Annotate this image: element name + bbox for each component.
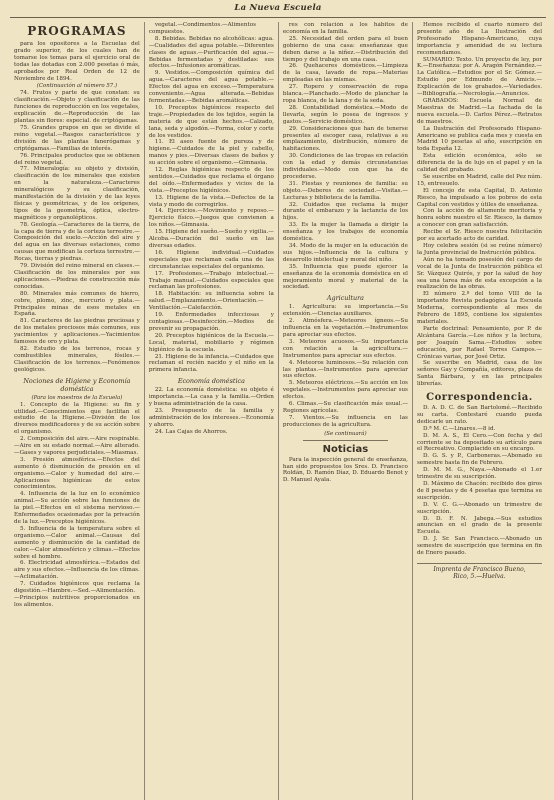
- hygiene-2: 2. Composición del aire.—Aire respirable.—Aire en su estado normal.—Aire alterado.—Gases y vapores perjudiciales.—Miasmas.: [14, 436, 140, 456]
- hygiene-18: 18. Habitación: su influencia sobre la salud.—Emplazamiento.—Orientación.—Ventilación.—Calefacción.: [148, 291, 274, 312]
- imprint-line-2: Rico, 5.—Huelva.: [453, 572, 506, 580]
- hygiene-section-title: Nociones de Higiene y Economía doméstica: [23, 376, 131, 393]
- notice-text: Para la inspección general de enseñanza, han sido propuestos los Sres. D. Francisco Roldán, D. Ramón Díaz, D. Eduardo Benot y D. Manuel Ayala.: [282, 456, 408, 484]
- running-head: La Nueva Escuela: [10, 2, 546, 18]
- hygiene-section-sub: (Para los maestros de la Escuela): [31, 394, 123, 401]
- hygiene-1: 1. Concepto de la Higiene: su fin y utilidad.—Conocimientos que facilitan el estudio de la Higiene.—División de los diversos modificadores y de su acción sobre el organismo.: [14, 401, 140, 436]
- news-action: Con la acción de altamente meritoria y honra sobre nuestro el Sr. Riesco, la damos a conocer con gran satisfacción.: [416, 208, 542, 229]
- notices-title: Noticias: [322, 443, 369, 455]
- correspondence-title: Correspondencia.: [426, 392, 533, 404]
- news-price: La Ilustración del Profesorado Hispano-Americano se publica cada mes y cuesta en Madrid 10 pesetas al año, suscripción en toda España 12.: [416, 125, 542, 153]
- economy-30: 30. Condiciones de las tropas en relación con la edad y demás circunstancias individuales.—Modo con que ha de procederse.: [282, 153, 408, 180]
- paragraph-78: 78. Geología.—Caracteres de la tierra, de la capa de tierra y de la corteza terrestre.—Composición del suelo.—Acción del aire y del agua en las diversas estaciones, como causas que modifican la corteza terrestre.—Rocas, tierras y piedras.: [14, 221, 140, 263]
- programs-title: PROGRAMAS: [27, 24, 127, 38]
- hygiene-8: 8. Bebidas. Bebidas no alcohólicas: agua.—Cualidades del agua potable.—Diferentes clases de aguas.—Purificación del agua.—Bebidas fermentadas y destiladas: sus efectos.—Infusiones aromáticas.: [148, 35, 274, 70]
- economy-34: 34. Modo de la mujer en la educación de sus hijos.—Influencia de la cultura y desarrollo intelectual y moral del niño.: [282, 243, 408, 263]
- paragraph-81: 81. Caracteres de las piedras preciosas y de los metales preciosos más comunes, sus yacimientos y aplicaciones.—Yacimientos famosos de oro y plata.: [14, 318, 140, 346]
- section-divider: [303, 440, 388, 441]
- imprint-line-1: Imprenta de Francisco Bueno,: [433, 565, 526, 573]
- hygiene-3: 3. Presión atmosférica.—Efectos del aumento ó disminución de presión en el organismo.—Calor y humedad del aire.—Aplicaciones higiénicas de estos conocimientos.: [14, 456, 140, 491]
- continued-note: (Continuación al número 57.): [36, 83, 118, 90]
- news-magazine-summary: Parte doctrinal: Pensamiento, por P. de Alcántara García.—Los niños y la lectura, por Joaquín Sama.—Estudios sobre educación, por Rafael Torres Campos.—Crónicas varias, por José Ortiz.: [416, 325, 542, 360]
- news-magazine-subscribe: Se suscribe en Madrid, casa de los señores Gay y Compañía, editores, plaza de Santa Bárbara, y en las principales librerías.: [416, 360, 542, 388]
- hygiene-20: 20. Preceptos higiénicos de la Escuela.—Local, material, mobiliario y régimen higiénico de la escuela.: [148, 332, 274, 353]
- agriculture-1: 1. Agricultura: su importancia.—Su extensión.—Ciencias auxiliares.: [282, 304, 408, 318]
- hygiene-15: 15. Higiene del sueño.—Sueño y vigilia.—Alcoba.—Duración del sueño en las diversas edades.: [148, 229, 274, 249]
- imprint: [417, 563, 542, 580]
- news-congrats: Recibe el Sr. Riesco nuestra felicitación por su acertado acto de caridad.: [416, 229, 542, 243]
- economy-27: 27. Ropero y conservación de ropa blanca.—Planchado.—Modo de planchar la ropa blanca, de la lana y de la seda.: [282, 84, 408, 104]
- news-junta: Hoy celebra sesión (si se reúne número) la Junta provincial de Instrucción pública.: [416, 243, 542, 256]
- hygiene-14: 14. Ejercicios.—Movimiento y reposo.—Ejercicio físico.—Juegos que convienen a los niños.—Gimnasia.: [148, 208, 274, 229]
- correspondence-6: D. Máximo de Chacón: recibido dos giros de 8 pesetas y de 4 pesetas que termina su suscripción.: [416, 481, 542, 501]
- economy-31: 31. Fiestas y reuniones de familia: su objeto.—Deberes de sociedad.—Visitas.—Lecturas y biblioteca de la familia.: [282, 180, 408, 201]
- domestic-economy-title: Economía doméstica: [177, 377, 245, 386]
- paragraph-75: 75. Grandes grupos en que se divide el reino vegetal.—Rasgos característicos y división de las plantas fanerógamas y criptógamas.—Familias de interés.: [14, 124, 140, 152]
- columns: [10, 22, 546, 800]
- news-vocal: Aún no ha tomado posesión del cargo de vocal de la Junta de Instrucción pública el Sr. Vázquez Quirós, y por la salud de hoy sea una tarea más de esta excepción a la realización de las obras.: [416, 256, 542, 291]
- agriculture-3: 3. Meteoros acuosos.—Su importancia con relación a la agricultura.—Instrumentos para apreciar sus efectos.: [282, 338, 408, 359]
- news-council: El concejo de esta Capital, D. Antonio Riesco, ha impulsado a los pobres de esta Capital con vestidos y útiles de enseñanza.: [416, 187, 542, 208]
- economy-32: 32. Cuidados que reclama la mujer durante el embarazo y la lactancia de los hijos.: [282, 201, 408, 222]
- paragraph-79: 79. División del reino mineral en clases.—Clasificación de los minerales por sus aplicaciones.—Piedras de construcción más conocidas.: [14, 263, 140, 290]
- to-be-continued: (Se continuará): [324, 430, 367, 437]
- economy-cont: res con relación a los hábitos de economía en la familia.: [282, 22, 408, 35]
- economy-35: 35. Influencia que puede ejercer la enseñanza de la economía doméstica en el mejoramiento moral y material de la sociedad.: [282, 263, 408, 291]
- paragraph-77: 77. Mineralogía: su objeto y división, clasificación de los minerales que existen en la naturaleza.—Caracteres mineralógicos y su clasificación, manifestación de la división y de las leyes físicas y geométricas, y de los orígenes, tipos de la geometría, óptica, electro-magnéticos y organolépticos.: [14, 166, 140, 221]
- paragraph-76: 76. Principales productos que se obtienen del reino vegetal.: [14, 152, 140, 166]
- column-3: [278, 22, 412, 800]
- paragraph-80: 80. Minerales más comunes de hierro, cobre, plomo, zinc, mercurio y plata.—Principales minas de esos metales en España.: [14, 290, 140, 318]
- agriculture-7: 7. Vientos.—Su influencia en las producciones de la agricultura.: [282, 414, 408, 428]
- hygiene-21: 21. Higiene de la infancia.—Cuidados que reclaman el recién nacido y el niño en la primera infancia.: [148, 353, 274, 374]
- news-summary: SUMARIO: Texto. Un proyecto de ley, por K.—Enseñanza: por A. Aragón Fernández.—La Católica.—Estudios por el Sr. Gómez.—Estudio por Edmundo de Amicis.—Explicación de los grabados.—Variedades.—Bibliografía.—Necrología.—Anuncios.: [416, 56, 542, 98]
- hygiene-9: 9. Vestidos.—Composición química del agua.—Caracteres del agua potable.—Efectos del agua en exceso.—Temperatura conveniente.—Agua alterada.—Bebidas fermentadas.—Bebidas aromáticas.: [148, 70, 274, 104]
- news-edition: Esta edición económica, sólo se diferencia de la de lujo en el papel y en la calidad del grabado.: [416, 153, 542, 174]
- economy-26: 26. Quehaceres domésticos.—Limpieza de la casa, lavado de ropa.—Materias empleadas en las mismas.: [282, 63, 408, 84]
- hygiene-5: 5. Influencia de la temperatura sobre el organismo.—Calor animal.—Causas del aumento y disminución de la cantidad de calor.—Calor atmosférico y climas.—Efectos sobre el hombre.: [14, 525, 140, 560]
- hygiene-13: 13. Higiene de la vista.—Defectos de la vista y modo de corregirlos.: [148, 194, 274, 208]
- correspondence-8: D. D. F. N. Jabega.—Sus estudios anuncian en el grado de la presente Escuela.: [416, 515, 542, 536]
- economy-24: 24. Las Cajas de Ahorros.: [154, 428, 228, 435]
- column-2: [144, 22, 278, 800]
- correspondence-3: D. M. A. S., El Cero.—Con fecha y del corriente se ha depositado su artículo para el Recreativo. Complacido en su encargo.: [416, 432, 542, 453]
- hygiene-cont: vegetal.—Condimentos.—Alimentos compuestos.: [148, 22, 256, 35]
- hygiene-4: 4. Influencia de la luz en lo económico animal.—Su acción sobre las funciones de la piel.—Efectos en el sistema nervioso.—Enfermedades ocasionadas por la privación de la luz.—Preceptos higiénicos.: [14, 491, 140, 525]
- news-received: Hemos recibido el cuarto número del presente año de La Ilustración del Profesorado Hispano-Americano, cuya importancia y amenidad de su lectura recomendamos.: [416, 22, 542, 56]
- correspondence-9: D. J. Sr. San Francisco.—Abonado un semestre de suscripción que termina en fin de Enero pasado.: [416, 536, 542, 557]
- hygiene-12: 12. Reglas higiénicas respecto de los sentidos.—Cuidados que reclama el órgano del oído.—Enfermedades y vicios de la vista.—Preceptos higiénicos.: [148, 167, 274, 194]
- programs-intro: para los opositores a la Escuelas del grado superior, de los cuales han de tomarse los temas para el ejercicio oral de todas las dotadas con 2.000 pesetas ó más, aprobados por Real Orden de 12 de Noviembre de 1894.: [14, 41, 140, 82]
- hygiene-11: 11. El aseo fuente de pureza y de higiene.—Cuidados de la piel y cabello, manos y pies.—Diversas clases de baños y su acción sobre el organismo.—Gimnasia.: [148, 139, 274, 167]
- correspondence-7: D. V. C. G.—Abonado un trimestre de suscripción.: [416, 501, 542, 515]
- hygiene-19: 19. Enfermedades infecciosas y contagiosas.—Desinfección.—Medios de prevenir su propagación.: [148, 312, 274, 332]
- correspondence-4: D. G. S. y P., Carboneras.—Abonado su semestre hasta fin de Febrero.: [416, 453, 542, 467]
- hygiene-10: 10. Preceptos higiénicos respecto del traje.—Propiedades de los tejidos, según la materia de que están hechos.—Calzado, lana, seda y algodón.—Forma, color y corte de los vestidos.: [148, 104, 274, 139]
- economy-22: 22. La economía doméstica: su objeto é importancia.—La casa y la familia.—Orden y buena administración de la casa.: [148, 387, 274, 408]
- news-subscribe: Se suscribe en Madrid, calle del Pez núm. 15, entresuelo.: [416, 173, 542, 187]
- column-4: [412, 22, 546, 800]
- hygiene-7: 7. Cuidados higiénicos que reclama la digestión.—Hambre.—Sed.—Alimentación.—Principios nutritivos proporcionados en los alimentos.: [14, 581, 140, 608]
- economy-33: 33. Es la mujer la llamada a dirigir la enseñanza y los trabajos de economía doméstica.: [282, 222, 408, 243]
- agriculture-6: 6. Climas.—Su clasificación más usual.—Regiones agrícolas.: [282, 401, 408, 414]
- news-grabados: GRABADOS: Escuela Normal de Maestras de Madrid.—La fachada de la nueva escuela.—D. Carlos Pérez.—Retratos de maestros.: [416, 97, 542, 125]
- agriculture-5: 5. Meteoros eléctricos.—Su acción en los vegetales.—Instrumentos para apreciar sus efectos.: [282, 380, 408, 401]
- agriculture-4: 4. Meteoros luminosos.—Su relación con las plantas.—Instrumentos para apreciar sus efectos.: [282, 359, 408, 380]
- column-1: [10, 22, 144, 800]
- economy-29: 29. Consideraciones que han de tenerse presentes al escoger casa, relativas a su emplazamiento, distribución, número de habitaciones.: [282, 125, 408, 153]
- paragraph-82: 82. Estudio de los terrenos, rocas y combustibles minerales, fósiles.—Clasificación de los terrenos.—Fenómenos geológicos.: [14, 345, 140, 373]
- news-magazine: El número 2.º del tomo VIII de la importante Revista pedagógica La Escuela Moderna, correspondiente al mes de Febrero de 1895, contiene los siguientes materiales.: [416, 291, 542, 325]
- paragraph-74: 74. Frutos y parte de que constan: su clasificación.—Objeto y clasificación de las funciones de reproducción en los vegetales, explicación de.—Reproducción de las plantas sin flores: especial. de criptógamas.: [14, 90, 140, 125]
- hygiene-17: 17. Profesiones.—Trabajo intelectual.—Trabajo manual.—Cuidados especiales que reclaman las profesiones.: [148, 270, 274, 291]
- correspondence-1: D. A. D. C. de San Bartolomé.—Recibido su carta. Contestaré cuando pueda dedicarle un rato.: [416, 405, 542, 425]
- economy-25: 25. Necesidad del orden para el buen gobierno de una casa: enseñanzas que deben darse a la niñez.—Distribución del tiempo y del trabajo en una casa.: [282, 35, 408, 63]
- agriculture-title: Agricultura: [326, 294, 364, 303]
- correspondence-2: D.ª M. C.—Linares.—8 id.: [422, 425, 496, 432]
- agriculture-2: 2. Atmósfera.—Meteoros ígneos.—Su influencia en la vegetación.—Instrumentos para apreciar sus efectos.: [282, 318, 408, 338]
- hygiene-16: 16. Higiene individual.—Cuidados especiales que reclaman cada una de las circunstancias especiales del organismo.: [148, 249, 274, 270]
- economy-28: 28. Contabilidad doméstica.—Modo de llevarla, según lo posea de ingresos y gastos.—Servicio doméstico.: [282, 104, 408, 125]
- correspondence-5: D. M. M. G., Naya.—Abonado el 1.er trimestre de su suscripción.: [416, 467, 542, 481]
- hygiene-6: 6. Electricidad atmosférica.—Estados del aire y sus efectos.—Influencia de los climas.—Aclimatación.: [14, 560, 140, 581]
- economy-23: 23. Presupuesto de la familia y administración de los intereses.—Economía y ahorro.: [148, 407, 274, 428]
